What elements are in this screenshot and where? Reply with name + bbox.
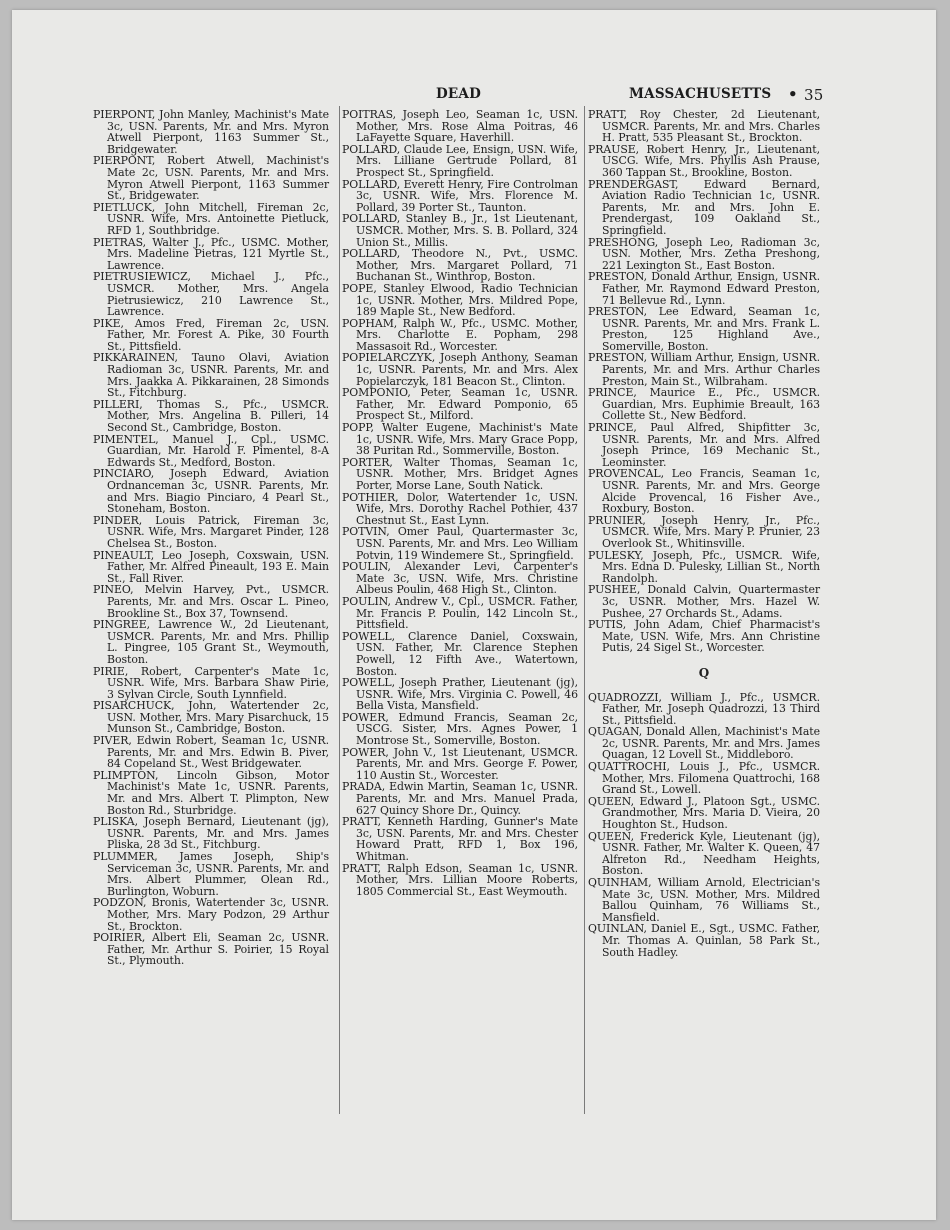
list-item: PRESTON, Lee Edward, Seaman 1c, USNR. Parents, Mr. and Mrs. Frank L. Preston, 125 Highland Ave., Somerville, Boston.	[588, 305, 820, 353]
list-item: PIETLUCK, John Mitchell, Fireman 2c, USNR. Wife, Mrs. Antoinette Pietluck, RFD 1, Southbridge.	[93, 200, 329, 237]
list-item: POITRAS, Joseph Leo, Seaman 1c, USN. Mother, Mrs. Rose Alma Poitras, 46 LaFayette Square, Haverhill.	[342, 108, 578, 145]
list-item: POIRIER, Albert Eli, Seaman 2c, USNR. Father, Mr. Arthur S. Poirier, 15 Royal St., Plymouth.	[93, 931, 329, 968]
list-item: POLLARD, Stanley B., Jr., 1st Lieutenant, USMCR. Mother, Mrs. S. B. Pollard, 324 Union St., Millis.	[342, 212, 578, 249]
list-item: POLLARD, Claude Lee, Ensign, USN. Wife, Mrs. Lilliane Gertrude Pollard, 81 Prospect St., Springfield.	[342, 142, 578, 179]
list-item: PUSHEE, Donald Calvin, Quartermaster 3c, USNR. Mother, Mrs. Hazel W. Pushee, 27 Orchards St., Adams.	[588, 583, 820, 620]
list-item: PROVENCAL, Leo Francis, Seaman 1c, USNR. Parents, Mr. and Mrs. George Alcide Provencal, 16 Fisher Ave., Roxbury, Boston.	[588, 467, 820, 516]
list-item: POTVIN, Omer Paul, Quartermaster 3c, USN. Parents, Mr. and Mrs. Leo William Potvin, 119 Windemere St., Springfield.	[342, 525, 578, 562]
list-item: POTHIER, Dolor, Watertender 1c, USN. Wife, Mrs. Dorothy Rachel Pothier, 437 Chestnut St., East Lynn.	[342, 490, 578, 527]
page-number: 35	[804, 86, 824, 104]
document-page	[12, 10, 936, 1220]
list-item: QUINLAN, Daniel E., Sgt., USMC. Father, Mr. Thomas A. Quinlan, 58 Park St., South Hadley.	[588, 922, 820, 959]
list-item: POWER, John V., 1st Lieutenant, USMCR. Parents, Mr. and Mrs. George F. Power, 110 Austin St., Worcester.	[342, 745, 578, 782]
list-item: PINDER, Louis Patrick, Fireman 3c, USNR. Wife, Mrs. Margaret Pinder, 128 Chelsea St., Boston.	[93, 513, 329, 550]
list-item: PRENDERGAST, Edward Bernard, Aviation Radio Technician 1c, USNR. Parents, Mr. and Mrs. John E. Prendergast, 109 Oakland St., Springfield.	[588, 177, 820, 237]
list-item: PIKKARAINEN, Tauno Olavi, Aviation Radioman 3c, USNR. Parents, Mr. and Mrs. Jaakka A. Pikkarainen, 28 Simonds St., Fitchburg.	[93, 351, 329, 400]
list-item: PULESKY, Joseph, Pfc., USMCR. Wife, Mrs. Edna D. Pulesky, Lillian St., North Randolph.	[588, 548, 820, 585]
list-item: PIVER, Edwin Robert, Seaman 1c, USNR. Parents, Mr. and Mrs. Edwin B. Piver, 84 Copeland St., West Bridgewater.	[93, 734, 329, 771]
header-bullet: •	[788, 85, 798, 103]
list-item: POLLARD, Everett Henry, Fire Controlman 3c, USNR. Wife, Mrs. Florence M. Pollard, 39 Porter St., Taunton.	[342, 177, 578, 214]
list-item: PODZON, Bronis, Watertender 3c, USNR. Mother, Mrs. Mary Podzon, 29 Arthur St., Brockton.	[93, 896, 329, 933]
list-item: POPHAM, Ralph W., Pfc., USMC. Mother, Mrs. Charlotte E. Popham, 298 Massasoit Rd., Worcester.	[342, 316, 578, 353]
list-item: POMPONIO, Peter, Seaman 1c, USNR. Father, Mr. Edward Pomponio, 65 Prospect St., Milford.	[342, 386, 578, 423]
list-item: POULIN, Andrew V., Cpl., USMCR. Father, Mr. Francis P. Poulin, 142 Lincoln St., Pittsfield.	[342, 594, 578, 632]
list-item: QUADROZZI, William J., Pfc., USMCR. Father, Mr. Joseph Quadrozzi, 13 Third St., Pittsfield.	[588, 690, 820, 727]
list-item: QUINHAM, William Arnold, Electrician's Mate 3c, USN. Mother, Mrs. Mildred Ballou Quinham, 76 Williams St., Mansfield.	[588, 876, 820, 924]
list-item: POULIN, Alexander Levi, Carpenter's Mate 3c, USN. Wife, Mrs. Christine Albeus Poulin, 468 High St., Clinton.	[342, 560, 578, 597]
list-item: POWELL, Joseph Prather, Lieutenant (jg), USNR. Wife, Mrs. Virginia C. Powell, 46 Bella Vista, Mansfield.	[342, 676, 578, 713]
column-divider	[339, 106, 340, 1114]
list-item: PRATT, Ralph Edson, Seaman 1c, USNR. Mother, Mrs. Lillian Moore Roberts, 1805 Commercial St., East Weymouth.	[342, 861, 578, 898]
list-item: PINCIARO, Joseph Edward, Aviation Ordnanceman 3c, USNR. Parents, Mr. and Mrs. Biagio Pinciaro, 4 Pearl St., Stoneham, Boston.	[93, 467, 329, 516]
list-item: QUATTROCHI, Louis J., Pfc., USMCR. Mother, Mrs. Filomena Quattrochi, 168 Grand St., Lowell.	[588, 760, 820, 797]
list-item: PRAUSE, Robert Henry, Jr., Lieutenant, USCG. Wife, Mrs. Phyllis Ash Prause, 360 Tappan St., Brookline, Boston.	[588, 142, 820, 179]
state-title: MASSACHUSETTS	[629, 86, 772, 102]
list-item: POWER, Edmund Francis, Seaman 2c, USCG. Sister, Mrs. Agnes Power, 1 Montrose St., Somerville, Boston.	[342, 710, 578, 748]
list-item: PIERPONT, John Manley, Machinist's Mate 3c, USN. Parents, Mr. and Mrs. Myron Atwell Pierpont, 1163 Summer St., Bridgewater.	[93, 108, 329, 156]
list-item: PIETRAS, Walter J., Pfc., USMC. Mother, Mrs. Madeline Pietras, 121 Myrtle St., Lawrence.	[93, 235, 329, 272]
section-letter: Q	[698, 665, 710, 680]
list-item: PINEO, Melvin Harvey, Pvt., USMCR. Parents, Mr. and Mrs. Oscar L. Pineo, Brookline St., Box 37, Townsend.	[93, 583, 329, 620]
list-item: PINGREE, Lawrence W., 2d Lieutenant, USMCR. Parents, Mr. and Mrs. Phillip L. Pingree, 105 Grant St., Weymouth, Boston.	[93, 618, 329, 666]
list-item: PIMENTEL, Manuel J., Cpl., USMC. Guardian, Mr. Harold F. Pimentel, 8-A Edwards St., Medford, Boston.	[93, 432, 329, 469]
list-item: PIRIE, Robert, Carpenter's Mate 1c, USNR. Wife, Mrs. Barbara Shaw Pirie, 3 Sylvan Circle, South Lynnfield.	[93, 664, 329, 701]
list-item: PRESTON, Donald Arthur, Ensign, USNR. Father, Mr. Raymond Edward Preston, 71 Bellevue Rd., Lynn.	[588, 270, 820, 307]
list-item: PLISKA, Joseph Bernard, Lieutenant (jg), USNR. Parents, Mr. and Mrs. James Pliska, 28 3d St., Fitchburg.	[93, 815, 329, 852]
list-item: QUAGAN, Donald Allen, Machinist's Mate 2c, USNR. Parents, Mr. and Mrs. James Quagan, 12 Lovell St., Middleboro.	[588, 725, 820, 762]
column-2	[342, 109, 578, 897]
list-item: PLUMMER, James Joseph, Ship's Serviceman 3c, USNR. Parents, Mr. and Mrs. Albert Plummer, Olean Rd., Burlington, Woburn.	[93, 850, 329, 898]
column-divider	[584, 106, 585, 1114]
column-3	[588, 109, 820, 958]
page-header	[12, 86, 936, 106]
column-1	[93, 109, 329, 967]
list-item: PIKE, Amos Fred, Fireman 2c, USN. Father, Mr. Forest A. Pike, 30 Fourth St., Pittsfield.	[93, 316, 329, 353]
list-item: PIETRUSIEWICZ, Michael J., Pfc., USMCR. Mother, Mrs. Angela Pietrusiewicz, 210 Lawrence St., Lawrence.	[93, 270, 329, 319]
list-item: QUEEN, Frederick Kyle, Lieutenant (jg), USNR. Father, Mr. Walter K. Queen, 47 Alfreton Rd., Needham Heights, Boston.	[588, 829, 820, 878]
list-item: PINEAULT, Leo Joseph, Coxswain, USN. Father, Mr. Alfred Pineault, 193 E. Main St., Fall River.	[93, 548, 329, 585]
list-item: PRINCE, Paul Alfred, Shipfitter 3c, USNR. Parents, Mr. and Mrs. Alfred Joseph Prince, 169 Mechanic St., Leominster.	[588, 421, 820, 469]
list-item: POPE, Stanley Elwood, Radio Technician 1c, USNR. Mother, Mrs. Mildred Pope, 189 Maple St., New Bedford.	[342, 281, 578, 319]
list-item: POPIELARCZYK, Joseph Anthony, Seaman 1c, USNR. Parents, Mr. and Mrs. Alex Popielarczyk, 181 Beacon St., Clinton.	[342, 351, 578, 388]
list-item: PRESHONG, Joseph Leo, Radioman 3c, USN. Mother, Mrs. Zetha Preshong, 221 Lexington St., East Boston.	[588, 235, 820, 272]
list-item: PRATT, Roy Chester, 2d Lieutenant, USMCR. Parents, Mr. and Mrs. Charles H. Pratt, 535 Pleasant St., Brockton.	[588, 108, 820, 145]
list-item: POWELL, Clarence Daniel, Coxswain, USN. Father, Mr. Clarence Stephen Powell, 12 Fifth Ave., Watertown, Boston.	[342, 629, 578, 678]
list-item: POLLARD, Theodore N., Pvt., USMC. Mother, Mrs. Margaret Pollard, 71 Buchanan St., Winthrop, Boston.	[342, 247, 578, 284]
list-item: QUEEN, Edward J., Platoon Sgt., USMC. Grandmother, Mrs. Maria D. Vieira, 20 Houghton St., Hudson.	[588, 794, 820, 832]
list-item: PRATT, Kenneth Harding, Gunner's Mate 3c, USN. Parents, Mr. and Mrs. Chester Howard Pratt, RFD 1, Box 196, Whitman.	[342, 815, 578, 863]
list-item: POPP, Walter Eugene, Machinist's Mate 1c, USNR. Wife, Mrs. Mary Grace Popp, 38 Puritan Rd., Sommerville, Boston.	[342, 421, 578, 458]
list-item: PISARCHUCK, John, Watertender 2c, USN. Mother, Mrs. Mary Pisarchuck, 15 Munson St., Cambridge, Boston.	[93, 699, 329, 736]
list-item: PRINCE, Maurice E., Pfc., USMCR. Guardian, Mrs. Euphimie Breault, 163 Collette St., New Bedford.	[588, 386, 820, 423]
list-item: PRADA, Edwin Martin, Seaman 1c, USNR. Parents, Mr. and Mrs. Manuel Prada, 627 Quincy Shore Dr., Quincy.	[342, 780, 578, 817]
list-item: PLIMPTON, Lincoln Gibson, Motor Machinist's Mate 1c, USNR. Parents, Mr. and Mrs. Albert T. Plimpton, New Boston Rd., Sturbridge.	[93, 768, 329, 817]
list-item: PORTER, Walter Thomas, Seaman 1c, USNR. Mother, Mrs. Bridget Agnes Porter, Morse Lane, South Natick.	[342, 455, 578, 492]
list-item: PUTIS, John Adam, Chief Pharmacist's Mate, USN. Wife, Mrs. Ann Christine Putis, 24 Sigel St., Worcester.	[588, 618, 820, 655]
section-title: DEAD	[436, 86, 481, 102]
list-item: PILLERI, Thomas S., Pfc., USMCR. Mother, Mrs. Angelina B. Pilleri, 14 Second St., Cambridge, Boston.	[93, 397, 329, 435]
list-item: PRUNIER, Joseph Henry, Jr., Pfc., USMCR. Wife, Mrs. Mary P. Prunier, 23 Overlook St., Whitinsville.	[588, 513, 820, 550]
list-item: PRESTON, William Arthur, Ensign, USNR. Parents, Mr. and Mrs. Arthur Charles Preston, Main St., Wilbraham.	[588, 351, 820, 388]
list-item: PIERPONT, Robert Atwell, Machinist's Mate 2c, USN. Parents, Mr. and Mrs. Myron Atwell Pierpont, 1163 Summer St., Bridgewater.	[93, 154, 329, 203]
